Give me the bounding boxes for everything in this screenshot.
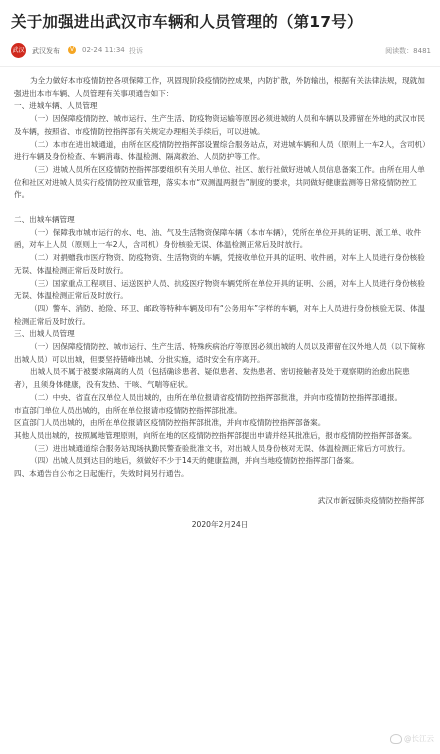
paragraph: 为全力做好本市疫情防控各项保障工作，巩固现阶段疫情防控成果，内防扩散，外防输出，根据有关法律法规，现就加强进出本市车辆、人员管理有关事项通告如下： (14, 76, 425, 98)
paragraph: 市直部门单位人员出城的，由所在单位报请市疫情防控指挥部批准。 (14, 405, 242, 415)
paragraph: （三）进城人员所在区疫情防控指挥部要组织有关用人单位、社区、旅行社做好进城人员信息备案工作。由所在用人单位和社区对进城人员实行疫情防控双重管理，落实本市“双测温两报告”制度的要求，共同做好健康监测等日常疫情防控工作。 (14, 164, 425, 200)
paragraph: （一）因保障疫情防控、城市运行、生产生活、特殊疾病治疗等原因必须出城的人员以及滞留在汉外地人员（以下简称出城人员）可以出城，但要坚持错峰出城、分批实施，适时安全有序离开。 (14, 342, 425, 364)
divider (0, 66, 440, 67)
section-heading: 三、出城人员管理 (14, 329, 75, 339)
paragraph: （二）对捐赠我市医疗物资、防疫物资、生活物资的车辆，凭接收单位开具的证明、收件函，对车上人员进行身份核验无误、体温检测正常后及时放行。 (14, 253, 425, 275)
paragraph: （一）保障我市城市运行的水、电、油、气及生活物资保障车辆（本市车辆），凭所在单位开具的证明、派工单、收件函，对车上人员（原则上一车2人，含司机）身份核验无误、体温检测正常后及时放行。 (14, 227, 422, 250)
source-name[interactable]: 武汉发布 (32, 47, 60, 55)
read-count: 阅读数：8481 (385, 47, 431, 55)
paragraph: （四）出城人员到达目的地后，须做好不少于14天的健康监测，并向当地疫情防控指挥部门备案。 (30, 456, 359, 466)
paragraph: （二）本市在进出城通道，由所在区疫情防控指挥部设置综合服务站点，对进城车辆和人员（原则上一车2人，含司机）进行车辆及身份检查、车辆消毒、体温检测、隔离救治、人员防护等工作。 (14, 139, 426, 162)
paragraph: （三）进出城通道综合服务站现场执勤民警查验批准文书，对出城人员身份核对无误、体温检测正常后方可放行。 (30, 443, 410, 453)
report-link[interactable]: 投诉 (129, 47, 143, 55)
section-heading: 二、出城车辆管理 (14, 215, 75, 225)
publish-time: 02-24 11:34 (82, 46, 125, 54)
paragraph: 其他人员出城的，按照属地管理原则，向所在地的区疫情防控指挥部提出申请并经其批准后，报市疫情防控指挥部备案。 (14, 430, 417, 440)
paragraph: （二）中央、省直在汉单位人员出城的，由所在单位报请省疫情防控指挥部批准，并向市疫情防控指挥部通报。 (30, 392, 403, 402)
article-body (14, 75, 426, 531)
watermark-text: @长江云 (404, 734, 434, 743)
issue-date: 2020年2月24日 (191, 519, 249, 529)
page-title: 关于加强进出武汉市车辆和人员管理的（第17号） (11, 13, 363, 31)
section-heading: 四、本通告自公布之日起施行，失效时间另行通告。 (14, 469, 189, 479)
paragraph: （一）因保障疫情防控、城市运行、生产生活、防疫物资运输等原因必须进城的人员和车辆以及滞留在外地的武汉市民及车辆，按照省、市疫情防控指挥部有关规定办理相关手续后，可以进城。 (14, 114, 425, 136)
section-heading: 一、进城车辆、人员管理 (14, 101, 98, 111)
paragraph: （三）国家重点工程项目、运送医护人员、抗疫医疗物资车辆凭所在单位开具的证明、公函，对车上人员进行身份核验无误、体温检测正常后及时放行。 (14, 278, 425, 301)
signature: 武汉市新冠肺炎疫情防控指挥部 (317, 495, 424, 505)
watermark (390, 733, 434, 744)
avatar[interactable]: 武汉 (11, 43, 26, 58)
paragraph: 出城人员不属于被要求隔离的人员（包括确诊患者、疑似患者、发热患者、密切接触者及处于观察期的治愈出院患者），且须身体健康，没有发热、干咳、气喘等症状。 (14, 367, 410, 390)
weibo-icon (390, 734, 402, 744)
paragraph: 区直部门人员出城的，由所在单位报请区疫情防控指挥部批准，并向市疫情防控指挥部备案。 (14, 418, 326, 428)
article-meta (11, 43, 431, 61)
verified-icon: V (69, 46, 75, 53)
paragraph: （四）警车、消防、抢险、环卫、邮政等特种车辆及印有“公务用车”字样的车辆，对车上人员进行身份核验无误、体温检测正常后及时放行。 (14, 303, 426, 326)
